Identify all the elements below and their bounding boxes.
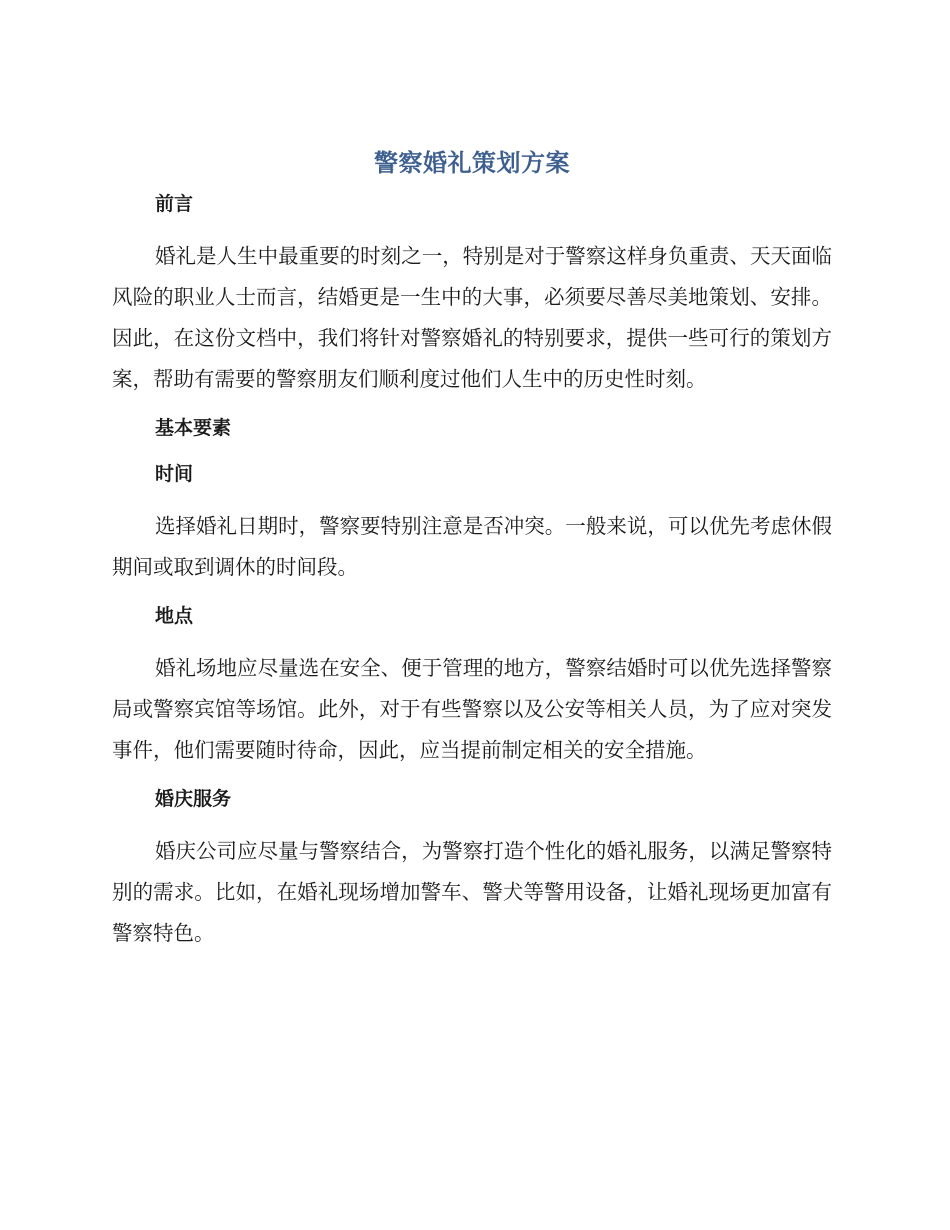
- section-paragraph-time: 选择婚礼日期时，警察要特别注意是否冲突。一般来说，可以优先考虑休假期间或取到调休的时间段。: [112, 514, 832, 579]
- document-page: [112, 146, 832, 968]
- section-paragraph-wedding-service: 婚庆公司应尽量与警察结合，为警察打造个性化的婚礼服务，以满足警察特别的需求。比如，在婚礼现场增加警车、警犬等警用设备，让婚礼现场更加富有警察特色。: [112, 839, 832, 945]
- section-heading-wedding-service: 婚庆服务: [155, 788, 232, 810]
- document-title: 警察婚礼策划方案: [374, 149, 570, 177]
- section-heading-preface: 前言: [155, 193, 194, 215]
- section-paragraph-location: 婚礼场地应尽量选在安全、便于管理的地方，警察结婚时可以优先选择警察局或警察宾馆等场馆。此外，对于有些警察以及公安等相关人员，为了应对突发事件，他们需要随时待命，因此，应当提前制定相关的安全措施。: [112, 656, 832, 762]
- section-paragraph-preface: 婚礼是人生中最重要的时刻之一，特别是对于警察这样身负重责、天天面临风险的职业人士而言，结婚更是一生中的大事，必须要尽善尽美地策划、安排。因此，在这份文档中，我们将针对警察婚礼的特别要求，提供一些可行的策划方案，帮助有需要的警察朋友们顺利度过他们人生中的历史性时刻。: [112, 244, 832, 391]
- section-heading-location: 地点: [155, 605, 194, 627]
- section-heading-time: 时间: [155, 463, 194, 485]
- section-heading-basic-elements: 基本要素: [155, 417, 232, 439]
